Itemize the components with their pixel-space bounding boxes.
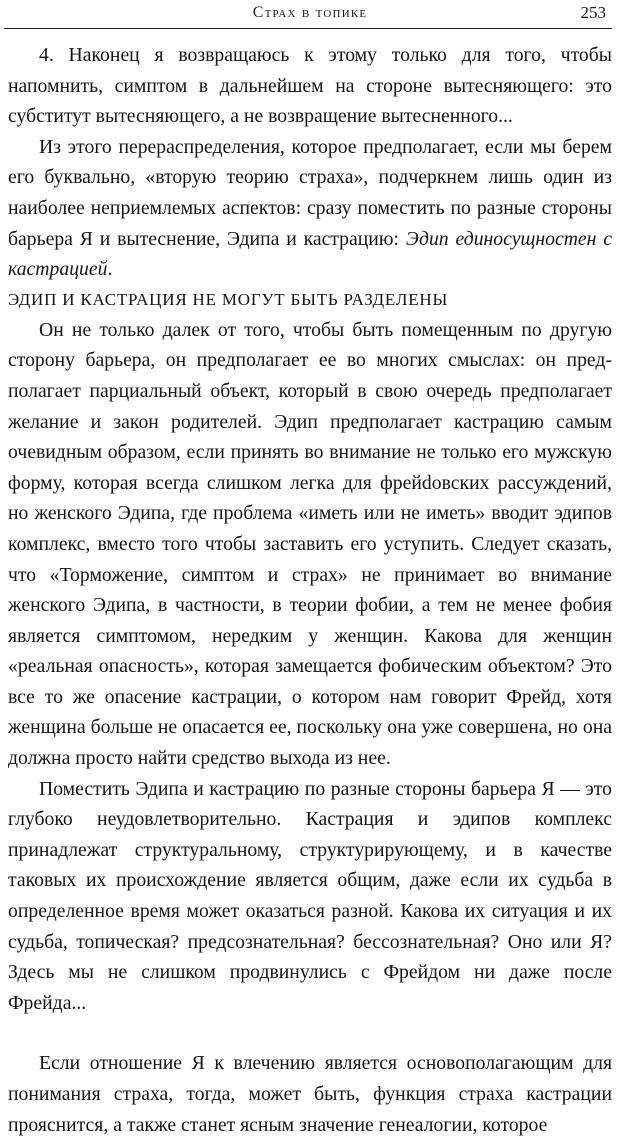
paragraph-2-end: .: [107, 258, 113, 281]
running-title: Страх в топике: [252, 4, 368, 21]
paragraph-2-italic: Эдип единосущностен с кастрацией: [8, 227, 612, 281]
paragraph-2: [8, 132, 612, 285]
body-text: [8, 40, 612, 1140]
paragraph-2-text: Из этого перераспределения, которое предполагает, если мы берем его буквально, «вторую теорию страха», подчеркнем лишь один из наиболее неприемлемых аспектов: сразу поместить по разные стороны барьера Я и вытеснение, Эдипа и кастрацию:: [8, 135, 612, 250]
paragraph-5: Если отношение Я к влечению является основополагающим для понимания страха, тогда, может быть, функция страха кастрации прояснится, а также станет ясным значение генеалогии, которое: [8, 1052, 612, 1136]
page-number: 253: [580, 3, 606, 22]
section-heading: ЭДИП И КАСТРАЦИЯ НЕ МОГУТ БЫТЬ РАЗДЕЛЕНЫ: [8, 289, 449, 309]
paragraph-3: Он не только далек от того, чтобы быть помещенным по другую сторону барьера, он предполагает ее во многих смыслах: он предполагает парциальный объект, который в свою очередь предполагает желание и закон родителей. Эдип предполагает кастрацию самым очевидным образом, если принять во внимание не только его мужскую форму, которая всегда слишком легка для фрейdовских рассуждений, но женского Эдипа, где проблема «иметь или не иметь» вводит эдипов комплекс, вместо того чтобы застaвить его уступить. Следует сказать, что «Торможение, симптом и страх» не принимает во внимание женского Эдипа, в частности, в теории фобии, а тем не менее фобия является симптомом, нередким у женщин. Какова для женщин «реальная опасность», которая замещается фобическим объектом? Это все то же опасение кастрации, о котором нам говорит Фрейд, хотя женщина больше не опасaется ее, поскольку она уже совершена, но она должна просто найти средство выхода из нее.: [8, 318, 612, 770]
running-header: [0, 0, 620, 30]
header-rule: [4, 28, 612, 29]
paragraph-4: Поместить Эдипа и кастрацию по разные стороны барьера Я — это глубоко неудовлетворительно. Кастрация и эдипов комплекс принадлежат структуральному, структурирующему, и в качестве таковых их происхождение является общим, даже если их судьба в определенное время может оказаться разной. Какова их ситуация и их судьба, топическая? предсознательная? бессознательная? Оно или Я? Здесь мы не слишком продвинулись с Фрейдом ни даже после Фрейда...: [8, 777, 612, 1014]
paragraph-1: 4. Наконец я возвращаюсь к этому только для того, чтобы напомнить, симптом в дальнейшем на стороне вытесняющего: это субститут вытесняющего, а не возвращение вытесненного...: [8, 44, 612, 128]
